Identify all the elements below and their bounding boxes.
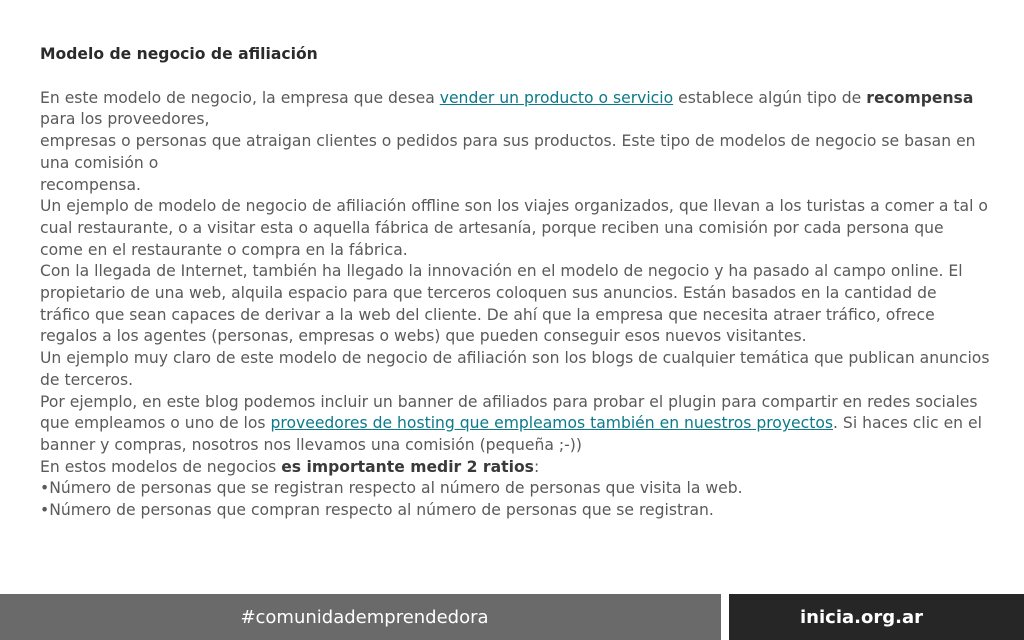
link-proveedores-hosting[interactable]: proveedores de hosting que empleamos también en nuestros proyectos [270, 414, 834, 433]
paragraph-1-text-a: En este modelo de negocio, la empresa que desea [40, 88, 440, 107]
paragraph-7-text-b: . Si haces clic en el banner y compras, nosotros nos llevamos una comisión (pequeña ;-)) [40, 414, 982, 454]
paragraph-3: recompensa. [40, 175, 141, 194]
paragraph-6: Un ejemplo muy claro de este modelo de negocio de afiliación son los blogs de cualquier temática que publican anuncios de terceros. [40, 349, 990, 389]
footer-hashtag-bar [0, 594, 721, 640]
paragraph-1-text-c: para los proveedores, [40, 110, 210, 129]
paragraph-8-text-b: : [533, 457, 540, 476]
article [40, 44, 990, 522]
paragraph-7-text-a: Por ejemplo, en este blog podemos incluir un banner de afiliados para probar el plugin para compartir en redes sociales que empleamos o uno de los [40, 392, 978, 433]
paragraph-8 [40, 457, 990, 479]
link-vender-producto[interactable]: vender un producto o servicio [439, 88, 674, 107]
bullet-item-2: •Número de personas que compran respecto al número de personas que se registran. [40, 501, 714, 520]
bullet-item-1: •Número de personas que se registran respecto al número de personas que visita la web. [40, 479, 743, 498]
paragraph-1 [40, 88, 990, 131]
footer-site-bar [729, 594, 1024, 640]
paragraph-8-text-a: En estos modelos de negocios [40, 457, 282, 476]
paragraph-4: Un ejemplo de modelo de negocio de afiliación offline son los viajes organizados, que llevan a los turistas a comer a tal o cual restaurante, o a visitar esta o aquella fábrica de artesanía, porque reciben una comisión por cada persona que come en el restaurante o compra en la fábrica. [40, 197, 988, 259]
paragraph-1-text-b: establece algún tipo de [673, 88, 867, 107]
paragraph-2: empresas o personas que atraigan clientes o pedidos para sus productos. Este tipo de modelos de negocio se basan en una comisión o [40, 132, 976, 172]
article-title: Modelo de negocio de afiliación [40, 45, 318, 63]
paragraph-1-bold: recompensa [866, 88, 974, 107]
footer-site: inicia.org.ar [800, 606, 923, 628]
paragraph-5: Con la llegada de Internet, también ha llegado la innovación en el modelo de negocio y ha pasado al campo online. El propietario de una web, alquila espacio para que terceros coloquen sus anuncios. Están basados en la cantidad de tráfico que sean capaces de derivar a la web del cliente. De ahí que la empresa que necesita atraer tráfico, ofrece regalos a los agentes (personas, empresas o webs) que pueden conseguir esos nuevos visitantes. [40, 262, 963, 346]
paragraph-8-bold: es importante medir 2 ratios [281, 457, 534, 476]
footer-hashtag: #comunidademprendedora [240, 606, 489, 628]
paragraph-7 [40, 392, 990, 457]
